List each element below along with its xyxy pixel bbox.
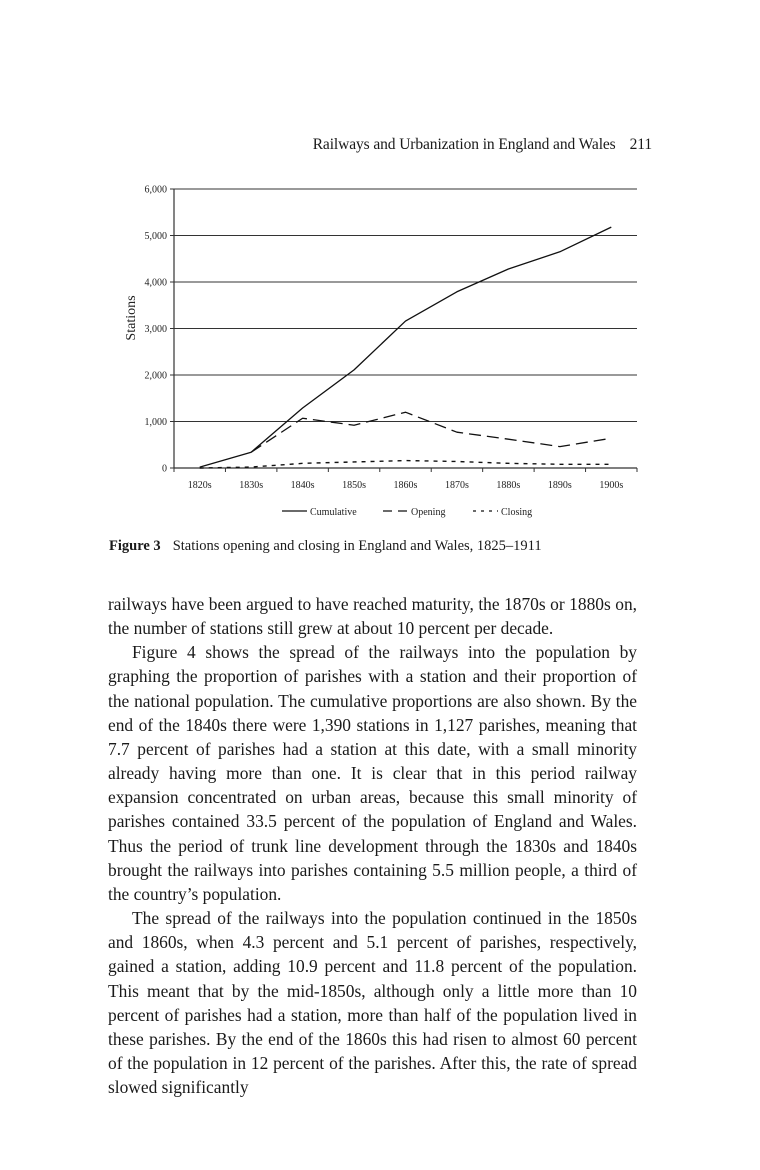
axes	[170, 189, 637, 472]
paragraph: Figure 4 shows the spread of the railways into the population by graphing the proportion of parishes with a station and their proportion of the national population. The cumulative proportions are also shown. By the end of the 1840s there were 1,390 stations in 1,127 parishes, meaning that 7.7 percent of parishes had a station at this date, with a small minority already having more than one. It is clear that in this period railway expansion concentrated on urban areas, because this small minority of parishes contained 33.5 percent of the population of England and Wales. Thus the period of trunk line development through the 1830s and 1840s brought the railways into parishes containing 5.5 million people, a third of the country’s population.	[108, 642, 637, 904]
x-tick-label: 1860s	[393, 480, 418, 491]
y-tick-label: 2,000	[144, 370, 167, 382]
y-tick-label: 3,000	[144, 324, 167, 335]
legend-label-closing: Closing	[501, 507, 533, 518]
x-tick-labels	[188, 480, 624, 491]
x-tick-label: 1840s	[290, 480, 315, 491]
x-tick-label: 1880s	[496, 480, 521, 491]
body-text	[108, 592, 637, 1099]
legend	[282, 507, 532, 518]
x-tick-label: 1830s	[239, 480, 264, 491]
legend-label-opening: Opening	[411, 507, 446, 518]
x-tick-label: 1850s	[342, 480, 367, 491]
y-tick-labels	[145, 185, 168, 475]
series-lines	[200, 227, 612, 468]
x-tick-label: 1820s	[187, 480, 212, 491]
page-number: 211	[629, 136, 652, 153]
x-tick-label: 1900s	[599, 480, 624, 491]
legend-label-cumulative: Cumulative	[310, 507, 357, 518]
series-line-opening	[251, 412, 611, 452]
y-tick-label: 6,000	[144, 184, 167, 196]
y-axis-label: Stations	[124, 295, 139, 341]
figure-caption-text: Stations opening and closing in England and Wales, 1825–1911	[172, 538, 542, 554]
y-tick-label: 5,000	[144, 231, 167, 242]
y-tick-label: 1,000	[144, 417, 167, 428]
figure-caption	[109, 538, 669, 555]
running-head	[0, 136, 652, 154]
running-head-title: Railways and Urbanization in England and Wales	[312, 136, 616, 153]
y-tick-label: 4,000	[144, 277, 167, 289]
gridlines	[174, 189, 637, 422]
x-tick-label: 1870s	[444, 480, 469, 491]
series-line-closing	[200, 461, 612, 468]
series-line-cumulative	[200, 227, 612, 467]
y-tick-label: 0	[162, 463, 167, 475]
line-chart	[0, 170, 760, 540]
figure-label: Figure 3	[109, 538, 161, 554]
paragraph: railways have been argued to have reached maturity, the 1870s or 1880s on, the number of stations still grew at about 10 percent per decade.	[108, 594, 637, 639]
paragraph: The spread of the railways into the population continued in the 1850s and 1860s, when 4.3 percent and 5.1 percent of parishes, respectively, gained a station, adding 10.9 percent and 11.8 percent of the population. This meant that by the mid-1850s, although only a little more than 10 percent of parishes had a station, more than half of the population lived in these parishes. By the end of the 1860s this had risen to almost 60 percent of the population in 12 percent of the parishes. After this, the rate of spread slowed significantly	[108, 908, 637, 1098]
x-tick-label: 1890s	[547, 480, 572, 491]
